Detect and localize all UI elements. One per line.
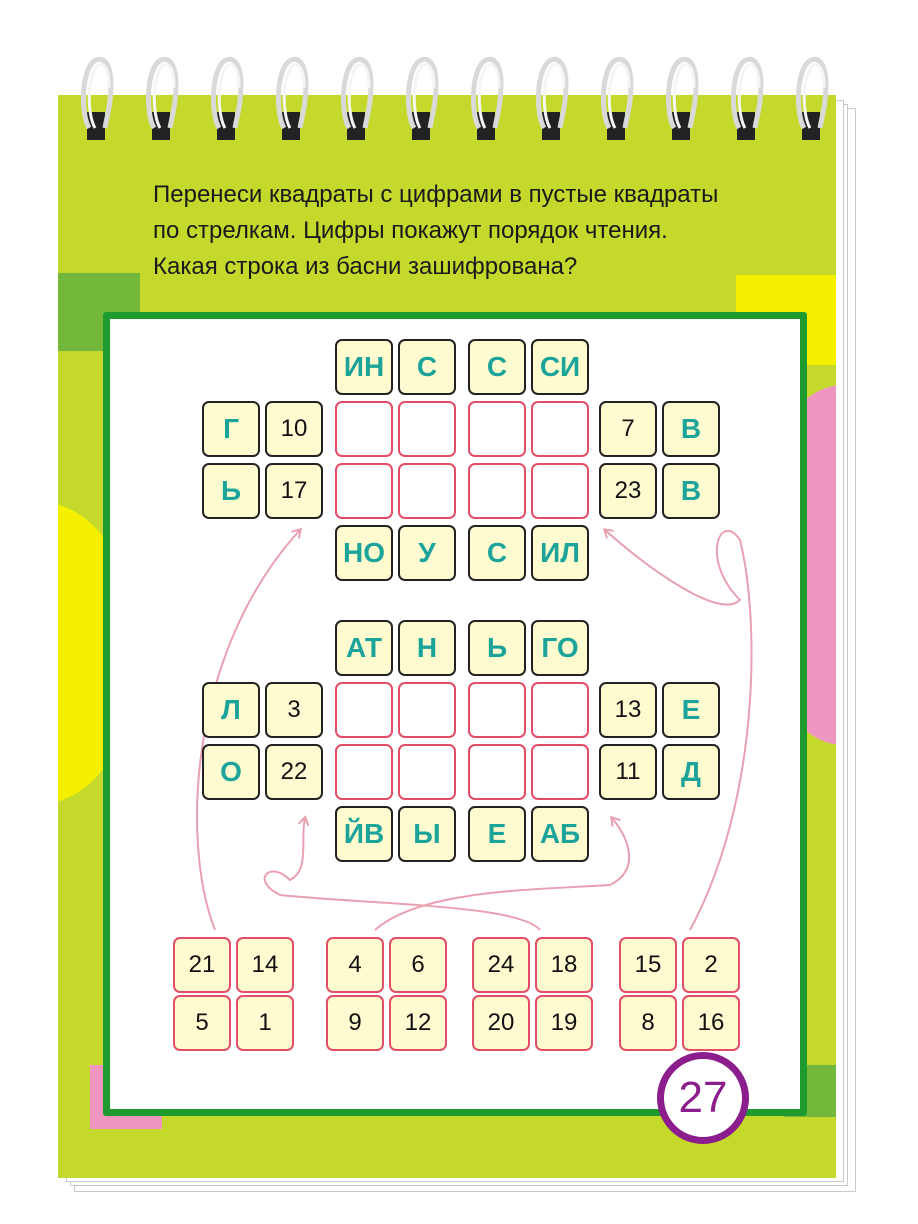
movable-number-square[interactable]: 16	[682, 995, 740, 1051]
empty-slot[interactable]	[398, 401, 456, 457]
number-tile: 17	[265, 463, 323, 519]
letter-tile: АБ	[531, 806, 589, 862]
empty-slot[interactable]	[531, 463, 589, 519]
letter-tile: Д	[662, 744, 720, 800]
letter-tile: С	[468, 525, 526, 581]
letter-tile: ИЛ	[531, 525, 589, 581]
instruction-line: Перенеси квадраты с цифрами в пустые квадраты	[153, 181, 719, 208]
instruction-line: Какая строка из басни зашифрована?	[153, 253, 578, 280]
movable-number-square[interactable]: 19	[535, 995, 593, 1051]
letter-tile: Ь	[468, 620, 526, 676]
empty-slot[interactable]	[468, 463, 526, 519]
number-tile: 10	[265, 401, 323, 457]
empty-slot[interactable]	[468, 682, 526, 738]
empty-slot[interactable]	[335, 682, 393, 738]
page-number: 27	[657, 1052, 749, 1144]
instruction-line: по стрелкам. Цифры покажут порядок чтения.	[153, 217, 668, 244]
letter-tile: В	[662, 463, 720, 519]
letter-tile: У	[398, 525, 456, 581]
movable-number-square[interactable]: 5	[173, 995, 231, 1051]
empty-slot[interactable]	[531, 744, 589, 800]
movable-number-square[interactable]: 4	[326, 937, 384, 993]
movable-number-square[interactable]: 15	[619, 937, 677, 993]
letter-tile: ИН	[335, 339, 393, 395]
movable-number-square[interactable]: 6	[389, 937, 447, 993]
movable-number-square[interactable]: 8	[619, 995, 677, 1051]
movable-number-square[interactable]: 21	[173, 937, 231, 993]
empty-slot[interactable]	[398, 682, 456, 738]
empty-slot[interactable]	[531, 682, 589, 738]
letter-tile: О	[202, 744, 260, 800]
letter-tile: В	[662, 401, 720, 457]
letter-tile: ГО	[531, 620, 589, 676]
empty-slot[interactable]	[398, 463, 456, 519]
empty-slot[interactable]	[335, 401, 393, 457]
letter-tile: С	[398, 339, 456, 395]
empty-slot[interactable]	[335, 744, 393, 800]
letter-tile: Е	[662, 682, 720, 738]
letter-tile: Ь	[202, 463, 260, 519]
number-tile: 3	[265, 682, 323, 738]
empty-slot[interactable]	[398, 744, 456, 800]
letter-tile: ЙВ	[335, 806, 393, 862]
letter-tile: НО	[335, 525, 393, 581]
number-tile: 23	[599, 463, 657, 519]
number-tile: 11	[599, 744, 657, 800]
letter-tile: Е	[468, 806, 526, 862]
empty-slot[interactable]	[468, 401, 526, 457]
movable-number-square[interactable]: 12	[389, 995, 447, 1051]
empty-slot[interactable]	[335, 463, 393, 519]
movable-number-square[interactable]: 20	[472, 995, 530, 1051]
letter-tile: Ы	[398, 806, 456, 862]
letter-tile: АТ	[335, 620, 393, 676]
number-tile: 13	[599, 682, 657, 738]
movable-number-square[interactable]: 14	[236, 937, 294, 993]
movable-number-square[interactable]: 24	[472, 937, 530, 993]
letter-tile: Н	[398, 620, 456, 676]
movable-number-square[interactable]: 18	[535, 937, 593, 993]
movable-number-square[interactable]: 2	[682, 937, 740, 993]
movable-number-square[interactable]: 9	[326, 995, 384, 1051]
letter-tile: СИ	[531, 339, 589, 395]
number-tile: 7	[599, 401, 657, 457]
letter-tile: Г	[202, 401, 260, 457]
empty-slot[interactable]	[531, 401, 589, 457]
movable-number-square[interactable]: 1	[236, 995, 294, 1051]
empty-slot[interactable]	[468, 744, 526, 800]
letter-tile: Л	[202, 682, 260, 738]
number-tile: 22	[265, 744, 323, 800]
letter-tile: С	[468, 339, 526, 395]
